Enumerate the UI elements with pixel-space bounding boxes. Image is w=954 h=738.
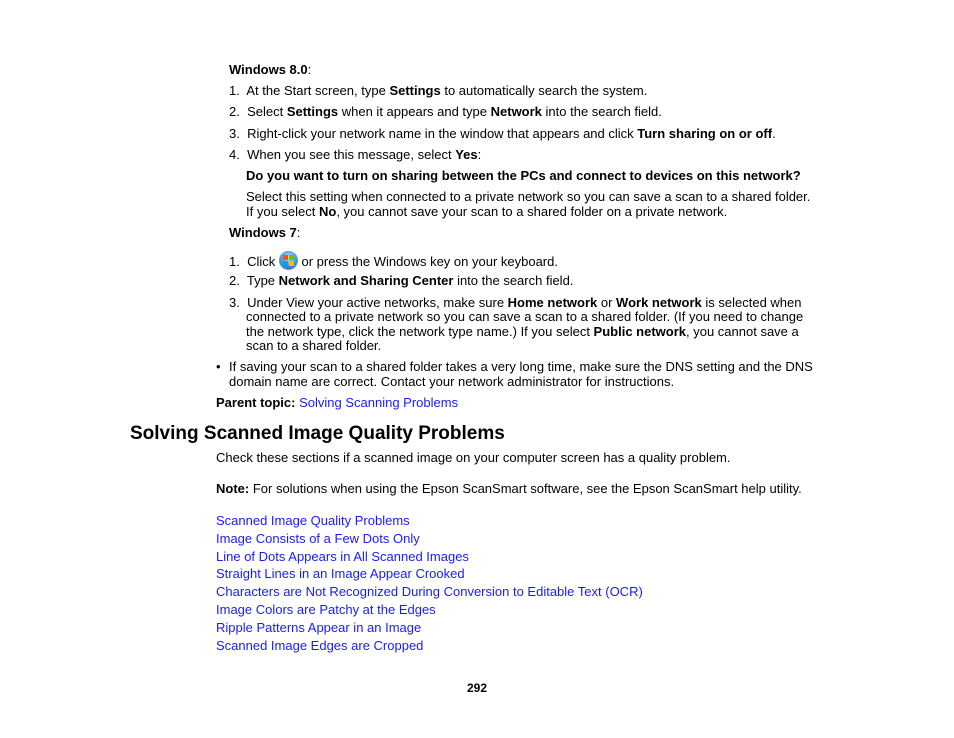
link-image-colors-patchy[interactable]: Image Colors are Patchy at the Edges	[216, 602, 436, 617]
win7-step-3-line-4: scan to a shared folder.	[246, 338, 382, 353]
link-characters-not-recognized[interactable]: Characters are Not Recognized During Conversion to Editable Text (OCR)	[216, 584, 643, 599]
link-straight-lines-crooked[interactable]: Straight Lines in an Image Appear Crooked	[216, 566, 465, 581]
sharing-question: Do you want to turn on sharing between the PCs and connect to devices on this network?	[246, 168, 801, 183]
bullet-line-1: If saving your scan to a shared folder takes a very long time, make sure the DNS setting and the DNS	[229, 359, 813, 374]
win8-step-3: 3. Right-click your network name in the window that appears and click Turn sharing on or off.	[229, 126, 776, 141]
sharing-note-line-2: If you select No, you cannot save your scan to a shared folder on a private network.	[246, 204, 728, 219]
section-note: Note: For solutions when using the Epson ScanSmart software, see the Epson ScanSmart help utility.	[216, 481, 802, 496]
bullet-mark: •	[216, 359, 221, 374]
win7-step-3-line-2: connected to a private network so you can save a scan to a shared folder. (If you need to change	[246, 309, 804, 324]
windows-start-icon	[279, 251, 298, 270]
page-number: 292	[466, 681, 488, 695]
parent-topic-label: Parent topic:	[216, 395, 296, 410]
win7-step-1: 1. Click or press the Windows key on your keyboard.	[229, 251, 558, 270]
link-edges-cropped[interactable]: Scanned Image Edges are Cropped	[216, 638, 424, 653]
sharing-note-line-1: Select this setting when connected to a private network so you can save a scan to a shared folder.	[246, 189, 811, 204]
link-image-consists-of-few-dots[interactable]: Image Consists of a Few Dots Only	[216, 531, 420, 546]
link-ripple-patterns[interactable]: Ripple Patterns Appear in an Image	[216, 620, 422, 635]
link-scanned-image-quality-problems[interactable]: Scanned Image Quality Problems	[216, 513, 410, 528]
win7-step-2: 2. Type Network and Sharing Center into the search field.	[229, 273, 574, 288]
win8-step-4: 4. When you see this message, select Yes:	[229, 147, 482, 162]
win7-heading: Windows 7:	[229, 225, 301, 240]
parent-topic	[216, 395, 458, 410]
section-title: Solving Scanned Image Quality Problems	[130, 423, 505, 444]
section-intro: Check these sections if a scanned image on your computer screen has a quality problem.	[216, 450, 731, 465]
parent-topic-link[interactable]: Solving Scanning Problems	[299, 395, 459, 410]
win7-step-3-line-1: 3. Under View your active networks, make sure Home network or Work network is selected when	[229, 295, 802, 310]
win7-step-3-line-3: the network type, click the network type name.) If you select Public network, you cannot save a	[246, 324, 799, 339]
win8-step-1: 1. At the Start screen, type Settings to automatically search the system.	[229, 83, 648, 98]
win8-heading: Windows 8.0:	[229, 62, 312, 77]
bullet-line-2: domain name are correct. Contact your network administrator for instructions.	[229, 374, 675, 389]
win8-step-2: 2. Select Settings when it appears and type Network into the search field.	[229, 104, 662, 119]
link-line-of-dots[interactable]: Line of Dots Appears in All Scanned Images	[216, 549, 469, 564]
